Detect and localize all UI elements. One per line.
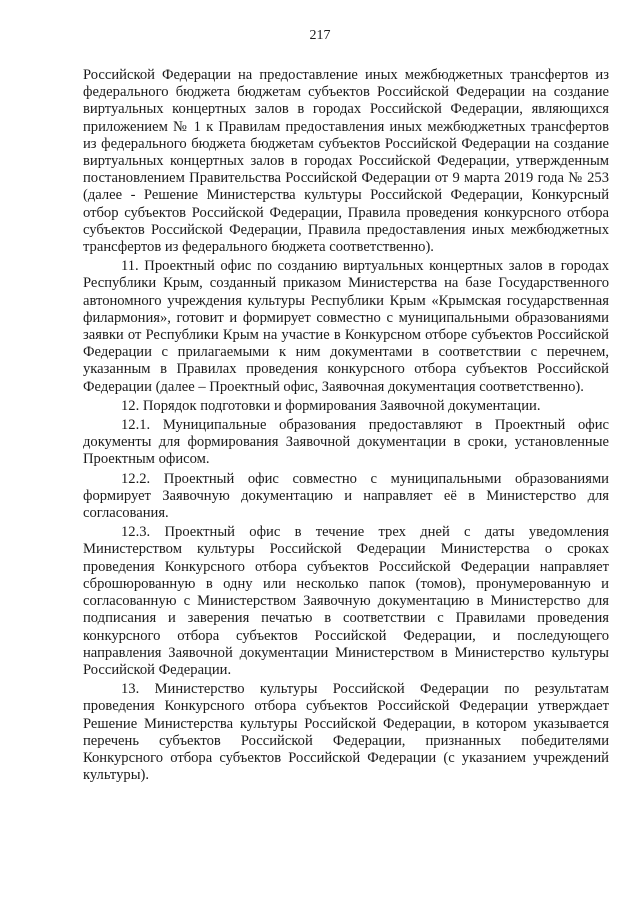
- paragraph-continuation: Российской Федерации на предоставление иных межбюджетных трансфертов из федерального бюджета бюджетам субъектов Российской Федерации на создание виртуальных концертных залов в городах Российской Федерации, являющихся приложением № 1 к Правилам предоставления иных межбюджетных трансфертов из федерального бюджета бюджетам субъектов Российской Федерации на создание виртуальных концертных залов в городах Российской Федерации, утвержденным постановлением Правительства Российской Федерации от 9 марта 2019 года № 253 (далее - Решение Министерства культуры Российской Федерации, Конкурсный отбор субъектов Российской Федерации, Правила проведения конкурсного отбора субъектов Российской Федерации, Правила предоставления иных межбюджетных трансфертов из федерального бюджета соответственно).: [83, 67, 609, 256]
- paragraph-12-3: 12.3. Проектный офис в течение трех дней с даты уведомления Министерством культуры Российской Федерации Министерства о сроках проведения Конкурсного отбора субъектов Российской Федерации направляет сброшюрованную в одну или несколько папок (томов), пронумерованную и согласованную с Министерством Заявочную документацию в Министерство для подписания и заверения печатью в соответствии с Правилами проведения конкурсного отбора субъектов Российской Федерации, и последующего направления Заявочной документации Министерством в Министерство культуры Российской Федерации.: [83, 524, 609, 678]
- document-body: [83, 67, 609, 786]
- paragraph-12: 12. Порядок подготовки и формирования Заявочной документации.: [121, 397, 541, 414]
- paragraph-12-1: 12.1. Муниципальные образования предоставляют в Проектный офис документы для формирования Заявочной документации в сроки, установленные Проектным офисом.: [83, 417, 609, 468]
- paragraph-11: 11. Проектный офис по созданию виртуальных концертных залов в городах Республики Крым, созданный приказом Министерства на базе Государственного автономного учреждения культуры Республики Крым «Крымская государственная филармония», готовит и формирует совместно с муниципальными образованиями заявки от Республики Крым на участие в Конкурсном отборе субъектов Российской Федерации с прилагаемыми к ним документами в соответствии с перечнем, указанным в Правилах проведения конкурсного отбора субъектов Российской Федерации (далее – Проектный офис, Заявочная документация соответственно).: [83, 258, 609, 395]
- page-number: 217: [309, 28, 331, 43]
- paragraph-12-2: 12.2. Проектный офис совместно с муниципальными образованиями формирует Заявочную документацию и направляет её в Министерство для согласования.: [83, 470, 609, 522]
- paragraph-13: 13. Министерство культуры Российской Федерации по результатам проведения Конкурсного отбора субъектов Российской Федерации утверждает Решение Министерства культуры Российской Федерации, в котором указывается перечень субъектов Российской Федерации, признанных победителями Конкурсного отбора субъектов Российской Федерации (с указанием учреждений культуры).: [83, 681, 609, 784]
